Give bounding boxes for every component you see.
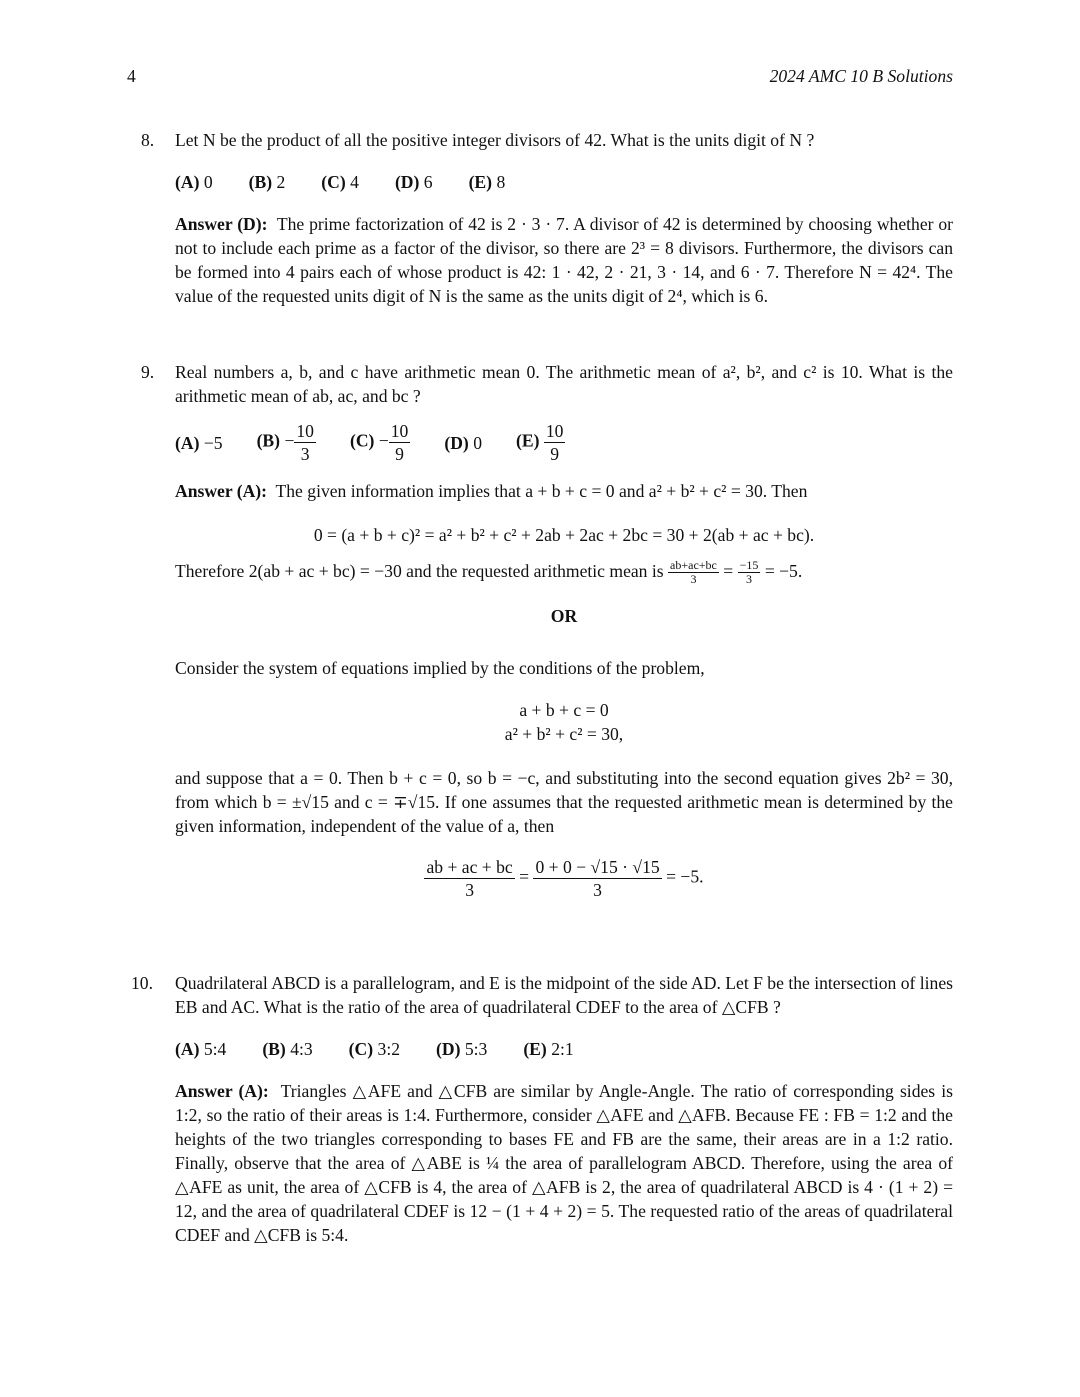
answer-label: Answer (D): <box>175 214 268 234</box>
therefore-line: Therefore 2(ab + ac + bc) = −30 and the requested arithmetic mean is $\frac{ab+ac+bc}{3}$ = $\frac{-15}{3}$ = −5. <box>175 558 803 587</box>
choice-e: (E) 2:1 <box>523 1039 574 1059</box>
answer-text: The prime factorization of 42 is 2 · 3 · 7. A divisor of 42 is determined by choosing whether or not to include each prime as a factor of the divisor, so there are 2³ = 8 divisors. Furthermore, the divisors can be formed into 4 pairs each of whose product is 42: 1 · 42, 2 · 21, 3 · 14, and 6 · 7. Therefore N = 42⁴. The value of the requested units digit of N is the same as the units digit of 2⁴, which is 6. <box>175 214 953 306</box>
choice-a: (A) 5:4 <box>175 1039 227 1059</box>
answer-choices <box>175 170 953 194</box>
choice-c: (C) − $\frac{10}{9}$ <box>349 421 409 464</box>
question-text: Real numbers a, b, and c have arithmetic mean 0. The arithmetic mean of a², b², and c² is 10. What is the arithmetic mean of ab, ac, and bc ? <box>175 362 953 406</box>
answer-paragraph <box>175 1079 953 1247</box>
problem-9 <box>141 360 953 901</box>
choice-d: (D) 0 <box>444 432 482 453</box>
problem-number: 10. <box>131 973 153 993</box>
problem-8 <box>141 128 953 308</box>
final-equation: $\frac{ab + ac + bc}{3}$ = $\frac{0 + 0 - √15 \cdot √15}{3}$ = −5. <box>426 857 704 901</box>
running-head <box>0 64 1080 90</box>
choice-b: (B) 2 <box>248 172 286 192</box>
header-title: 2024 AMC 10 B Solutions <box>769 66 953 86</box>
consider-text: Consider the system of equations implied by the conditions of the problem, <box>175 658 705 679</box>
problem-number: 8. <box>141 130 155 150</box>
choice-e: (E) 8 <box>468 172 506 192</box>
suppose-text: and suppose that a = 0. Then b + c = 0, so b = −c, and substituting into the second equation gives 2b² = 30, from which b = ±√15 and c = ∓√15. If one assumes that the requested arithmetic mean is determined by the given information, independent of the value of a, then <box>175 768 953 837</box>
choice-b: (B) − $\frac{10}{3}$ <box>256 421 314 464</box>
question-text: Let N be the product of all the positive integer divisors of 42. What is the units digit of N ? <box>175 130 815 150</box>
problem-10 <box>131 971 953 1247</box>
answer-choices <box>175 1037 953 1061</box>
choice-e: (E) $\frac{10}{9}$ <box>515 421 564 464</box>
choice-d: (D) 5:3 <box>436 1039 488 1059</box>
question-text: Quadrilateral ABCD is a parallelogram, and E is the midpoint of the side AD. Let F be the intersection of lines EB and AC. What is the ratio of the area of quadrilateral CDEF to the area of △CFB ? <box>175 973 953 1017</box>
choice-b: (B) 4:3 <box>262 1039 313 1059</box>
answer-text: Triangles △AFE and △CFB are similar by Angle-Angle. The ratio of corresponding sides is 1:2, so the ratio of their areas is 1:4. Furthermore, consider △AFE and △AFB. Because FE : FB = 1:2 and the heights of the two triangles corresponding to bases FE and FB are the same, their areas are in a 1:2 ratio. Finally, observe that the area of △ABE is ¼ the area of parallelogram ABCD. Therefore, using the area of △AFE as unit, the area of △CFB is 4, the area of △AFB is 2, the area of quadrilateral ABCD is 4 · (1 + 2) = 12, and the area of quadrilateral CDEF is 12 − (1 + 4 + 2) = 5. The requested ratio of the areas of quadrilateral CDEF and △CFB is 5:4. <box>175 1081 953 1245</box>
answer-text: The given information implies that a + b + c = 0 and a² + b² + c² = 30. Then <box>275 481 808 501</box>
display-equation: 0 = (a + b + c)² = a² + b² + c² + 2ab + 2ac + 2bc = 30 + 2(ab + ac + bc). <box>313 525 815 545</box>
choice-d: (D) 6 <box>394 172 433 192</box>
choice-a: (A) 0 <box>175 172 213 192</box>
or-separator: OR <box>550 606 578 627</box>
choice-c: (C) 4 <box>321 172 359 192</box>
choice-a: (A) −5 <box>175 432 223 453</box>
choice-c: (C) 3:2 <box>348 1039 400 1059</box>
problem-number: 9. <box>141 362 155 382</box>
system-eq-2: a² + b² + c² = 30, <box>504 724 624 745</box>
answer-label: Answer (A): <box>175 481 268 501</box>
page-number: 4 <box>127 66 136 86</box>
answer-label: Answer (A): <box>175 1081 269 1101</box>
answer-paragraph <box>175 479 953 503</box>
answer-paragraph <box>175 212 953 308</box>
answer-choices <box>175 420 953 465</box>
system-eq-1: a + b + c = 0 <box>519 700 609 721</box>
